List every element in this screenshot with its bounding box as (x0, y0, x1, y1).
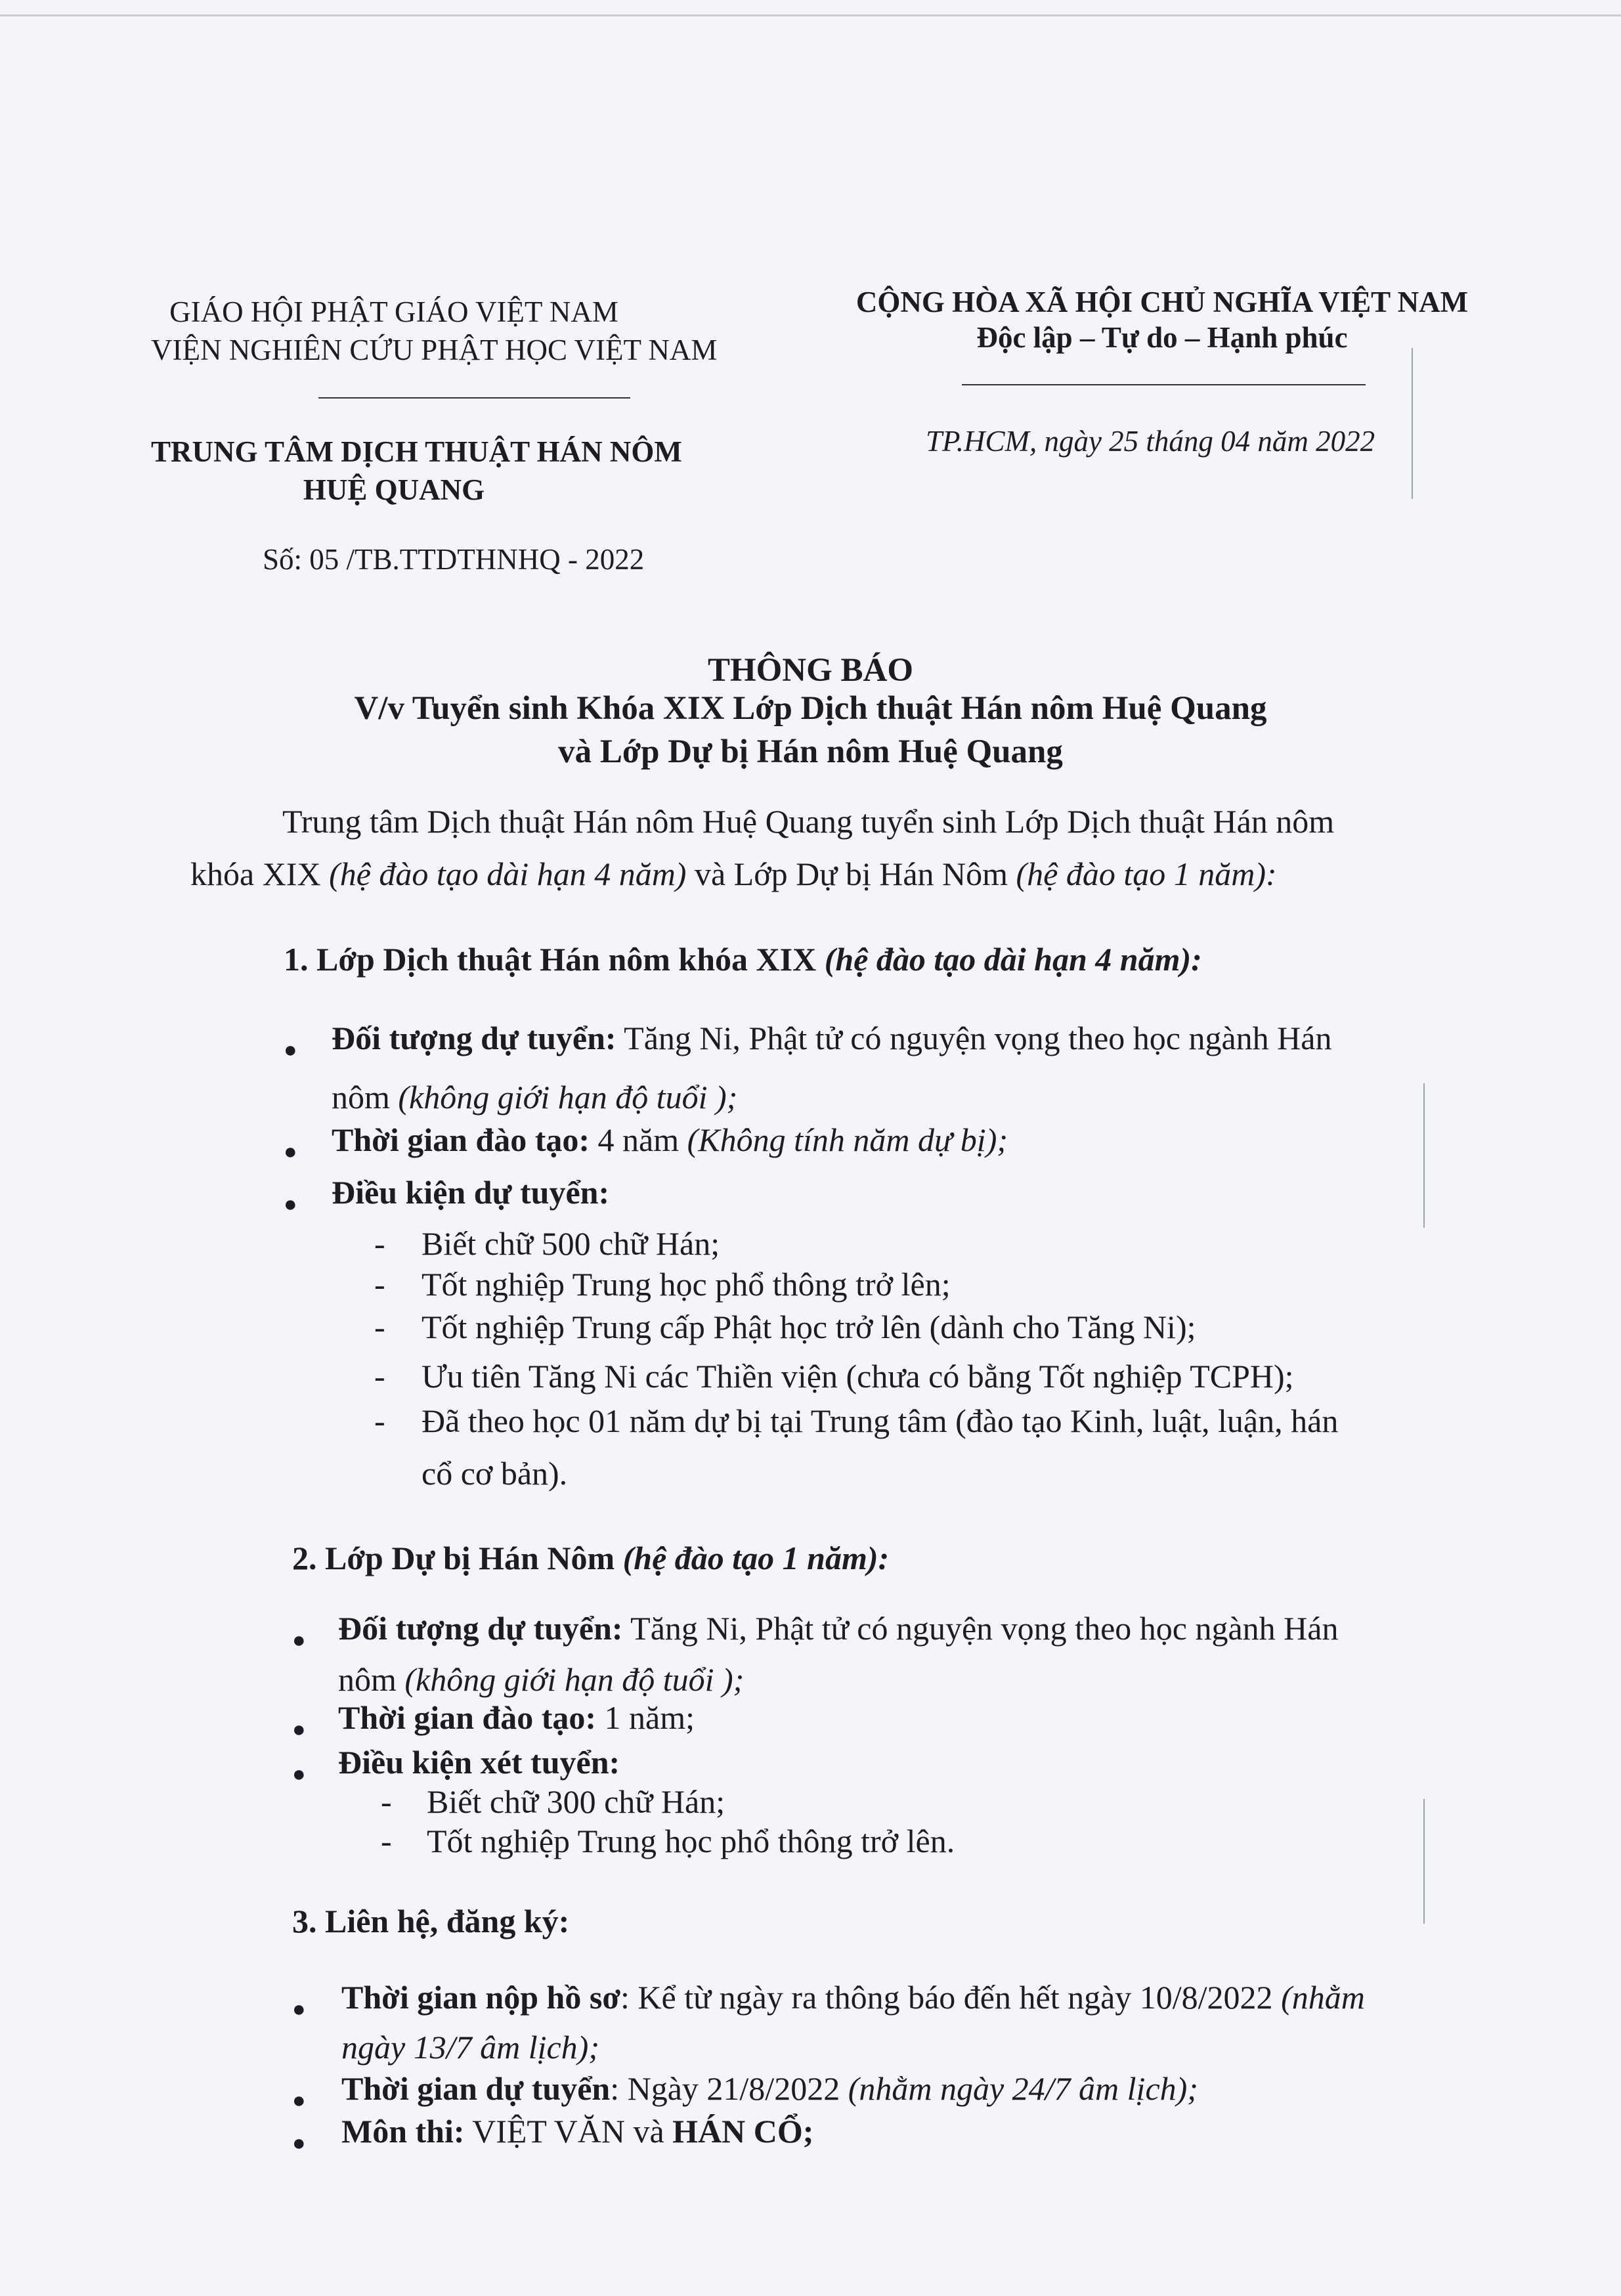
s1-condition-item: Ưu tiên Tăng Ni các Thiền viện (chưa có bằng Tốt nghiệp TCPH); (421, 1358, 1294, 1395)
s1-condition-item: Biết chữ 500 chữ Hán; (421, 1225, 720, 1262)
notice-subject-1: V/v Tuyển sinh Khóa XIX Lớp Dịch thuật Hán nôm Huệ Quang (354, 690, 1267, 727)
scan-mark (1412, 348, 1413, 499)
country-name: CỘNG HÒA XÃ HỘI CHỦ NGHĨA VIỆT NAM (855, 286, 1469, 318)
section-3-heading: 3. Liên hệ, đăng ký: (292, 1903, 570, 1939)
org-name-1: GIÁO HỘI PHẬT GIÁO VIỆT NAM (169, 295, 618, 328)
s2-conditions-label: Điều kiện xét tuyển: (338, 1744, 620, 1781)
bullet-icon: ● (292, 1628, 306, 1653)
s2-target-line-2: nôm (không giới hạn độ tuổi ); (338, 1661, 745, 1698)
scan-mark (1423, 1083, 1425, 1228)
s1-target-line-1: Đối tượng dự tuyển: Tăng Ni, Phật tử có nguyện vọng theo học ngành Hán (332, 1020, 1332, 1056)
intro-line-1: Trung tâm Dịch thuật Hán nôm Huệ Quang tuyển sinh Lớp Dịch thuật Hán nôm (282, 803, 1335, 840)
s2-target-line-1: Đối tượng dự tuyển: Tăng Ni, Phật tử có nguyện vọng theo học ngành Hán (338, 1610, 1339, 1647)
s1-conditions-label: Điều kiện dự tuyển: (332, 1174, 610, 1211)
bullet-icon: ● (284, 1192, 297, 1217)
national-motto: Độc lập – Tự do – Hạnh phúc (976, 321, 1348, 354)
center-name-1: TRUNG TÂM DỊCH THUẬT HÁN NÔM (151, 435, 682, 468)
s1-duration: Thời gian đào tạo: 4 năm (Không tính năm dự bị); (332, 1121, 1008, 1158)
section-1-heading: 1. Lớp Dịch thuật Hán nôm khóa XIX (hệ đào tạo dài hạn 4 năm): (284, 941, 1202, 978)
org-name-2: VIỆN NGHIÊN CỨU PHẬT HỌC VIỆT NAM (151, 334, 718, 366)
dash-marker: - (374, 1402, 385, 1439)
s3-submission-line-1: Thời gian nộp hồ sơ: Kể từ ngày ra thông báo đến hết ngày 10/8/2022 (nhằm (341, 1979, 1365, 2016)
s3-exam-subjects: Môn thi: VIỆT VĂN và HÁN CỔ; (341, 2113, 814, 2150)
s3-exam-date: Thời gian dự tuyển: Ngày 21/8/2022 (nhằm ngày 24/7 âm lịch); (341, 2070, 1198, 2107)
intro-line-2: khóa XIX (hệ đào tạo dài hạn 4 năm) và Lớp Dự bị Hán Nôm (hệ đào tạo 1 năm): (190, 856, 1277, 892)
section-2-heading: 2. Lớp Dự bị Hán Nôm (hệ đào tạo 1 năm): (292, 1540, 890, 1576)
bullet-icon: ● (292, 1997, 306, 2022)
issue-date: TP.HCM, ngày 25 tháng 04 năm 2022 (926, 425, 1375, 458)
bullet-icon: ● (284, 1140, 297, 1164)
dash-marker: - (374, 1266, 385, 1303)
s1-condition-item: Đã theo học 01 năm dự bị tại Trung tâm (đào tạo Kinh, luật, luận, hán (421, 1402, 1339, 1439)
bullet-icon: ● (292, 1762, 306, 1787)
bullet-icon: ● (292, 2089, 306, 2113)
center-name-2: HUỆ QUANG (303, 473, 485, 506)
s1-target-line-2: nôm (không giới hạn độ tuổi ); (332, 1079, 738, 1116)
document-number: Số: 05 /TB.TTDTHNHQ - 2022 (263, 543, 645, 576)
notice-title: THÔNG BÁO (707, 652, 914, 689)
dash-marker: - (374, 1358, 385, 1395)
s1-condition-item: Tốt nghiệp Trung học phổ thông trở lên; (421, 1266, 951, 1303)
bullet-icon: ● (284, 1038, 297, 1062)
s2-condition-item: Biết chữ 300 chữ Hán; (427, 1783, 725, 1820)
bullet-icon: ● (292, 2131, 306, 2155)
left-header-rule (318, 397, 630, 399)
s2-condition-item: Tốt nghiệp Trung học phổ thông trở lên. (427, 1823, 955, 1859)
s3-submission-line-2: ngày 13/7 âm lịch); (341, 2029, 599, 2066)
dash-marker: - (381, 1823, 392, 1859)
scan-mark (1423, 1799, 1425, 1924)
dash-marker: - (374, 1225, 385, 1262)
s2-duration: Thời gian đào tạo: 1 năm; (338, 1699, 695, 1736)
bullet-icon: ● (292, 1718, 306, 1742)
s1-condition-item-cont: cổ cơ bản). (421, 1455, 568, 1492)
s1-condition-item: Tốt nghiệp Trung cấp Phật học trở lên (dành cho Tăng Ni); (421, 1309, 1196, 1345)
right-header-rule (962, 384, 1366, 385)
notice-subject-2: và Lớp Dự bị Hán nôm Huệ Quang (558, 733, 1063, 770)
dash-marker: - (381, 1783, 392, 1820)
scan-edge-line (0, 14, 1621, 16)
dash-marker: - (374, 1309, 385, 1345)
